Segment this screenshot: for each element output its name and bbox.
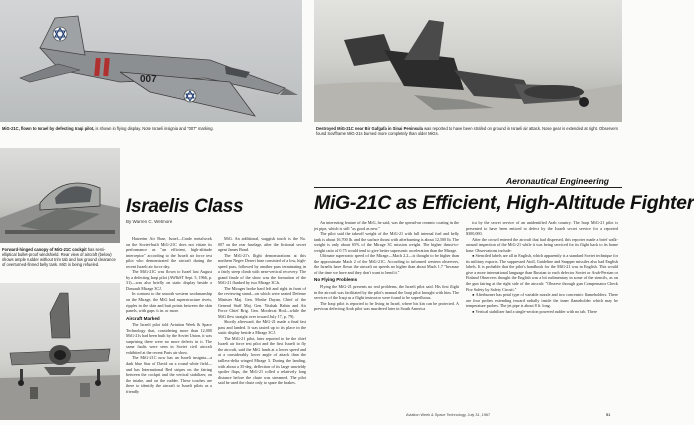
paragraph: ● Stenciled labels are all in English, which apparently is a standard Soviet technique for its military exports. The suppressed Atoll, Guideline and Snapper missiles also had English labels. It is probable that the pilot's handbook for the MiG-21 was in English. This would give a more international language than Russian to each defector Soviet or Arab-Persian or Finland Observers thought the English was a bit rudimentary in some of the stencils, as on the gun fairing at the right side of the aircraft: "Observe through gun Compensator Check Fire Safety by Safety Circuit." [466, 253, 618, 292]
caption-title: MiG-21C, flown to Israel by defecting Iraqi pilot, [2, 126, 95, 131]
rear-view-illustration [0, 283, 120, 420]
page-footer: Aviation Week & Space Technology, July 31, 1967 [406, 413, 491, 417]
page-number: 51 [606, 413, 611, 417]
caption-title: Forward-hinged canopy of MiG-21C cockpit [2, 247, 87, 252]
subhead-no-flying-problems: No Flying Problems [314, 277, 358, 283]
mig-flight-photo [0, 0, 302, 122]
paragraph: The MiG-21C now has an Israeli insignia—a dark blue Star of David on a round white field—and has International Red stripes on the fairing between the cockpit and the vertical stabilizer, on the intake, and on the rudder. These touches are there to identify the aircraft to Israeli pilots as a friendly [126, 355, 212, 394]
paragraph: The MiG-21C was flown to Israel last August by a defecting Iraqi pilot (AW&ST Sept. 5, 1966, p. 31)—was also briefly on static display beside a Dassault Mirage 3CJ. [126, 269, 212, 291]
paragraph: In contrast to the smooth western workmanship on the Mirage, the MiG had superstructure rivets, ripples in the skin and butt points between the skin panels, with gaps ¼ in. or more. [126, 291, 212, 314]
paragraph: MiG. An additional, waggish touch is the No. 007 on the rear fuselage, after the fictional secret agent James Bond. [218, 236, 306, 253]
paragraph: The pilot said the takeoff weight of the MiG-21 with full internal fuel and belly tank is about 16,700 lb. and the surface thrust with afterburning is about 12,500 lb. The weight is only about 65% of the Mirage 3C mission weight. The higher thrust-to-weight ratio of 0.75 would tend to give better supersonic acceleration than the Mirage. [314, 231, 459, 253]
byline: By Warren C. Wetmore [126, 219, 173, 224]
caption-text: was reported to have been strafed on ground in Israeli air attack. Nose gear is extended at right. Observers found Sovfframe MiG-21s burned more completely than older MiGs. [316, 126, 618, 136]
paragraph: Ultimate supersonic speed of the Mirage—Mach 2.2—is thought to be higher than the approximate Mach 2 of the MiG-21C. According to informed western observers, the Israelis have flown the aircraft on speeds no higher than about Mach 1.7 "because of the time we have and they don't want to bend it." [314, 253, 459, 275]
paragraph: Shortly afterward, the MiG-21 made a final fast pass and landed. It was taxied up to its place in the static display beside a Mirage 3CJ. [218, 319, 306, 336]
paragraph: After the crowd entered the aircraft that had dispersed, this reporter made a brief walk-around inspection of the MiG-21 while it was being serviced for its flight back to its home base. Observations include: [466, 236, 618, 253]
article-column-4 [466, 220, 618, 412]
headline-right: MiG-21C as Efficient, High-Altitude Fighter [314, 192, 694, 214]
paragraph: The Mirages broke hard left and right in front of the reviewing stand—on which were seated Defense Minister Maj. Gen. Moshe Dayan, Chief of the General Staff Maj. Gen. Yitzhak Rabin and Air Force Chief Brig. Gen. Mordecai Hod—while the MiG flew straight over toward July 17, p. 79). [218, 285, 306, 319]
section-rule [314, 187, 622, 188]
top-left-caption [2, 126, 302, 131]
paragraph: The Iraqi pilot is reported to be living in Israel, where his kin can be protected. A previous defecting Arab pilot was murdered later in South America [314, 300, 459, 312]
caption-title: Destroyed MiG-21C near Bir Gafgafa in Sinai Peninsula [316, 126, 423, 131]
subhead-aircraft-marked: Aircraft Marked [126, 315, 160, 321]
paragraph: The MiG-21 pilot, later reported to be the chief Israeli air force test pilot and the first Israeli to fly the aircraft, said the MiG lands at a lower speed and at a considerably lower angle of attack than the tailless-delta winged Mirage 3. During the landing, with about a 35-deg. deflection of its large unwieldy spoiler flaps, the MiG-21 rolled a relatively long distance before the chute was streamed. The pilot said he used the chute only to spare the brakes. [218, 335, 306, 386]
rear-view-photo [0, 283, 120, 420]
paragraph: The Israeli pilot told Aviation Week & Space Technology that, considering more than 12,000 MiG-21s had been built by the Soviet Union, it was surprising there were no more defects in it. The same faults were seen in Soviet civil aircraft exhibited at the recent Paris air show. [126, 322, 212, 355]
paragraph: An interesting feature of the MiG, he said, was the spread-on ceramic coating in the jet pipe, which is still "as good as new." [314, 220, 459, 231]
article-column-1 [126, 236, 212, 412]
article-column-2 [218, 236, 306, 412]
paragraph: ● Vertical stabilizer had a single-section powered rudder with no tab. There [472, 308, 597, 314]
destroyed-mig-photo [314, 0, 622, 122]
wreckage-illustration [314, 0, 622, 122]
mid-left-caption [2, 247, 120, 267]
caption-text: has semi-elliptical bullet-proof windshield. Rear view of aircraft (below) shows ample rudder without trim tab and low ground clearance of overturned-finned belly tank. MiG is being refueled. [2, 247, 116, 267]
paragraph: ● Afterburner has petal type of variable nozzle and two concentric flameholders. There are four probes extending inward radially inside the inner flameholder which may be temperature probes. The jet pipe is about 8 ft. long. [466, 292, 618, 309]
cockpit-illustration [0, 148, 120, 243]
aircraft-marking-007: 007 [140, 74, 157, 85]
top-right-caption [316, 126, 620, 136]
paragraph: Flying the MiG-21 presents no real problems, the Israeli pilot said. His first flight in the aircraft was facilitated by the pilot's manual the Iraqi pilot brought with him. The services of the Iraqi as a flight instructor were found to be superfluous. [314, 284, 459, 301]
paragraph: The MiG-21's flight demonstrations at this northern Negev Desert base consisted of a low, high-speed pass, followed by another pass terminating in a fairly steep climb with near-vertical recovery. The grand finale of the show was the formation of the MiG-21 flanked by two Mirage 3CJs. [218, 252, 306, 286]
cockpit-photo [0, 148, 120, 243]
headline-left: Israelis Class [126, 196, 244, 217]
section-label: Aeronautical Engineering [506, 176, 609, 186]
mig-aircraft-illustration [0, 0, 302, 122]
paragraph: Hatzerim Air Base, Israel—Crude metalwork on the Soviet-built MiG-21C does not vitiate its performance as "an efficient, high-altitude interceptor" according to the Israeli air force test pilot who demonstrated the aircraft during the recent Israeli air force day. [126, 236, 212, 269]
paragraph: ica by the secret service of an unidentified Arab country. The Iraqi MiG-21 pilot is presented to have been enticed to defect by the Israeli secret service for a reported $300,000. [466, 220, 618, 237]
caption-text: is shown in flying display. Note Israeli insignia and "007" marking. [95, 126, 214, 131]
article-column-3 [314, 220, 459, 412]
